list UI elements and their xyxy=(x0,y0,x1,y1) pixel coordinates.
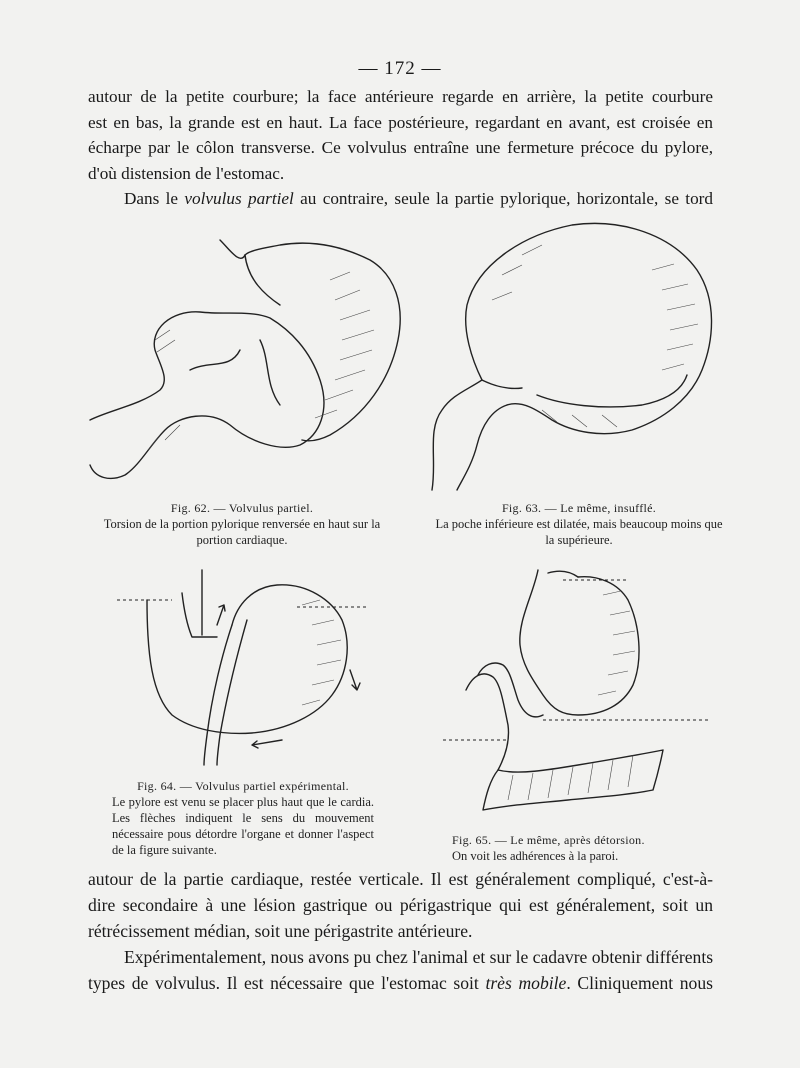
text-line: dire secondaire à une lésion gastrique ou périgastrique qui est généralement, soit un xyxy=(88,895,713,915)
italic-term: volvulus partiel xyxy=(184,189,294,208)
figure-63-title: Fig. 63. — Le même, insufflé. xyxy=(501,501,657,515)
figure-62-illustration xyxy=(80,220,410,495)
text-line: types de volvulus. Il est nécessaire que l'estomac soit très mobile. Cliniquement nous xyxy=(88,973,713,993)
figure-63-illustration xyxy=(412,210,722,495)
text-line: autour de la partie cardiaque, restée verticale. Il est généralement compliqué, c'est-à- xyxy=(88,869,713,889)
figure-65-illustration xyxy=(438,565,723,820)
figure-62-title: Fig. 62. — Volvulus partiel. xyxy=(170,501,314,515)
figure-65-text: On voit les adhérences à la paroi. xyxy=(452,849,619,863)
figure-64-title: Fig. 64. — Volvulus partiel expérimental. xyxy=(137,779,349,793)
figure-64-illustration xyxy=(112,565,382,775)
text-line: est en bas, la grande est en haut. La face postérieure, regardant en avant, est croisée en xyxy=(88,112,713,132)
figure-64-text: Le pylore est venu se placer plus haut que le cardia. Les flèches indiquent le sens du mouvement nécessaire pous détordre l'organe et donner l'aspect de la figure suivante. xyxy=(112,795,374,857)
text-line: autour de la petite courbure; la face antérieure regarde en arrière, la petite courbure xyxy=(88,87,713,106)
figure-62-caption xyxy=(92,500,392,548)
figure-63-text: La poche inférieure est dilatée, mais beaucoup moins que la supérieure. xyxy=(435,517,723,547)
bottom-paragraph xyxy=(88,866,713,996)
figure-65-title: Fig. 65. — Le même, après détorsion. xyxy=(452,833,645,847)
figure-63-caption xyxy=(430,500,728,548)
text-line: Dans le volvulus partiel au contraire, seule la partie pylorique, horizontale, se tord xyxy=(124,189,713,208)
figure-65-caption xyxy=(452,832,712,864)
text-line: écharpe par le côlon transverse. Ce volvulus entraîne une fermeture précoce du pylore, xyxy=(88,138,713,157)
italic-term: très mobile xyxy=(485,973,567,993)
text-line: rétrécissement médian, soit une périgastrite antérieure. xyxy=(88,921,473,941)
text-line: Expérimentalement, nous avons pu chez l'animal et sur le cadavre obtenir différents xyxy=(124,947,714,967)
top-paragraph xyxy=(88,84,713,212)
text-line: d'où distension de l'estomac. xyxy=(88,163,285,183)
figure-62-text: Torsion de la portion pylorique renversée en haut sur la portion cardiaque. xyxy=(103,517,381,547)
page-number: — 172 — xyxy=(358,58,442,79)
figure-64-caption xyxy=(112,778,374,858)
